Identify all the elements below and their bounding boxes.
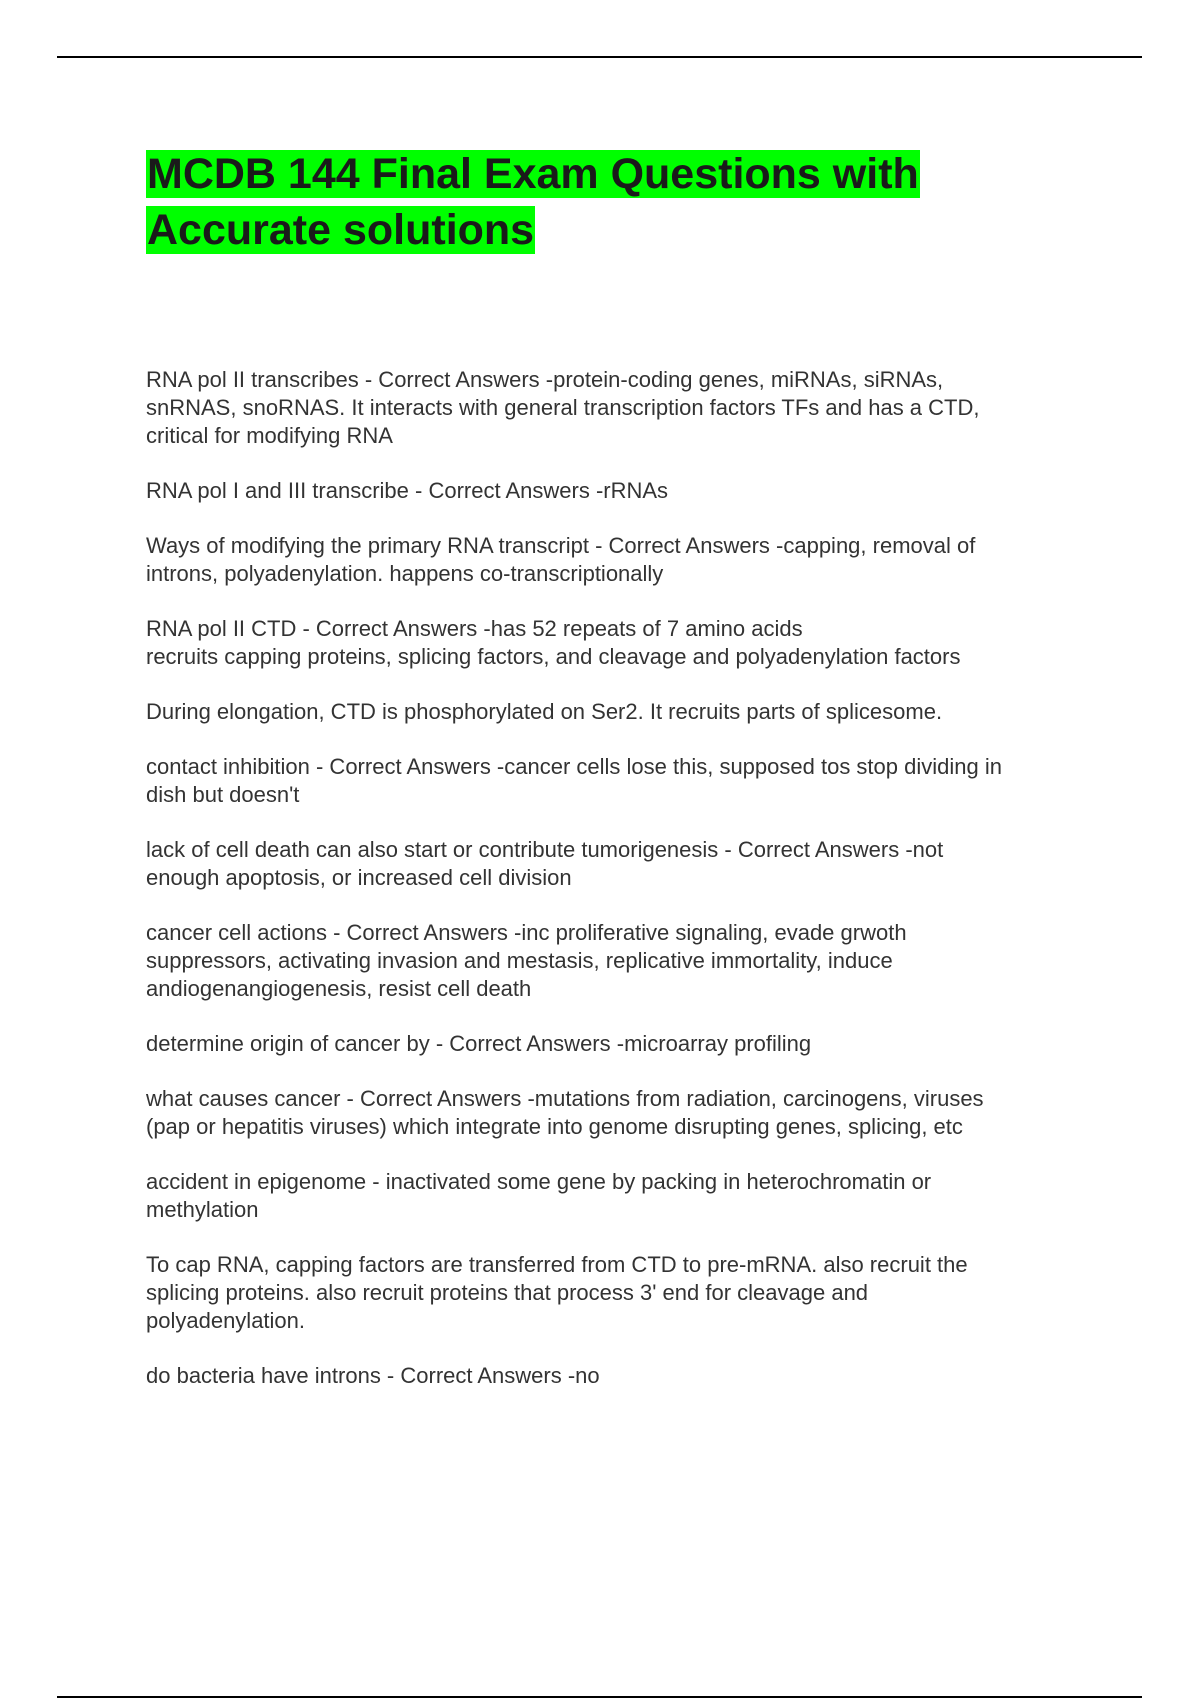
qa-entry: determine origin of cancer by - Correct Answers -microarray profiling xyxy=(146,1031,812,1056)
qa-entry: accident in epigenome - inactivated some gene by packing in heterochromatin or methylation xyxy=(146,1169,932,1222)
qa-entry: cancer cell actions - Correct Answers -inc proliferative signaling, evade grwoth suppressors, activating invasion and mestasis, replicative immortality, induce andiogenangiogenesis, resist cell death xyxy=(146,920,907,1001)
qa-entry: RNA pol II CTD - Correct Answers -has 52 repeats of 7 amino acids recruits capping proteins, splicing factors, and cleavage and polyadenylation factors xyxy=(146,616,961,669)
qa-entry: RNA pol II transcribes - Correct Answers -protein-coding genes, miRNAs, siRNAs, snRNAS, snoRNAS. It interacts with general transcription factors TFs and has a CTD, critical for modifying RNA xyxy=(146,367,980,448)
document-title xyxy=(146,146,1046,258)
title-line-2: Accurate solutions xyxy=(147,206,535,254)
qa-entry: what causes cancer - Correct Answers -mutations from radiation, carcinogens, viruses (pap or hepatitis viruses) which integrate into genome disrupting genes, splicing, etc xyxy=(146,1086,984,1139)
qa-entry: contact inhibition - Correct Answers -cancer cells lose this, supposed tos stop dividing in dish but doesn't xyxy=(146,754,1002,807)
qa-entry: To cap RNA, capping factors are transferred from CTD to pre-mRNA. also recruit the splicing proteins. also recruit proteins that process 3' end for cleavage and polyadenylation. xyxy=(146,1252,968,1333)
qa-entry: lack of cell death can also start or contribute tumorigenesis - Correct Answers -not enough apoptosis, or increased cell division xyxy=(146,837,944,890)
title-line-1: MCDB 144 Final Exam Questions with xyxy=(147,150,919,198)
footer-rule xyxy=(57,1696,1142,1698)
qa-list xyxy=(146,366,1091,1417)
qa-entry: During elongation, CTD is phosphorylated on Ser2. It recruits parts of splicesome. xyxy=(146,699,943,724)
qa-entry: do bacteria have introns - Correct Answers -no xyxy=(146,1363,600,1388)
qa-entry: Ways of modifying the primary RNA transcript - Correct Answers -capping, removal of introns, polyadenylation. happens co-transcriptionally xyxy=(146,533,976,586)
header-rule xyxy=(57,56,1142,58)
qa-entry: RNA pol I and III transcribe - Correct Answers -rRNAs xyxy=(146,478,669,503)
